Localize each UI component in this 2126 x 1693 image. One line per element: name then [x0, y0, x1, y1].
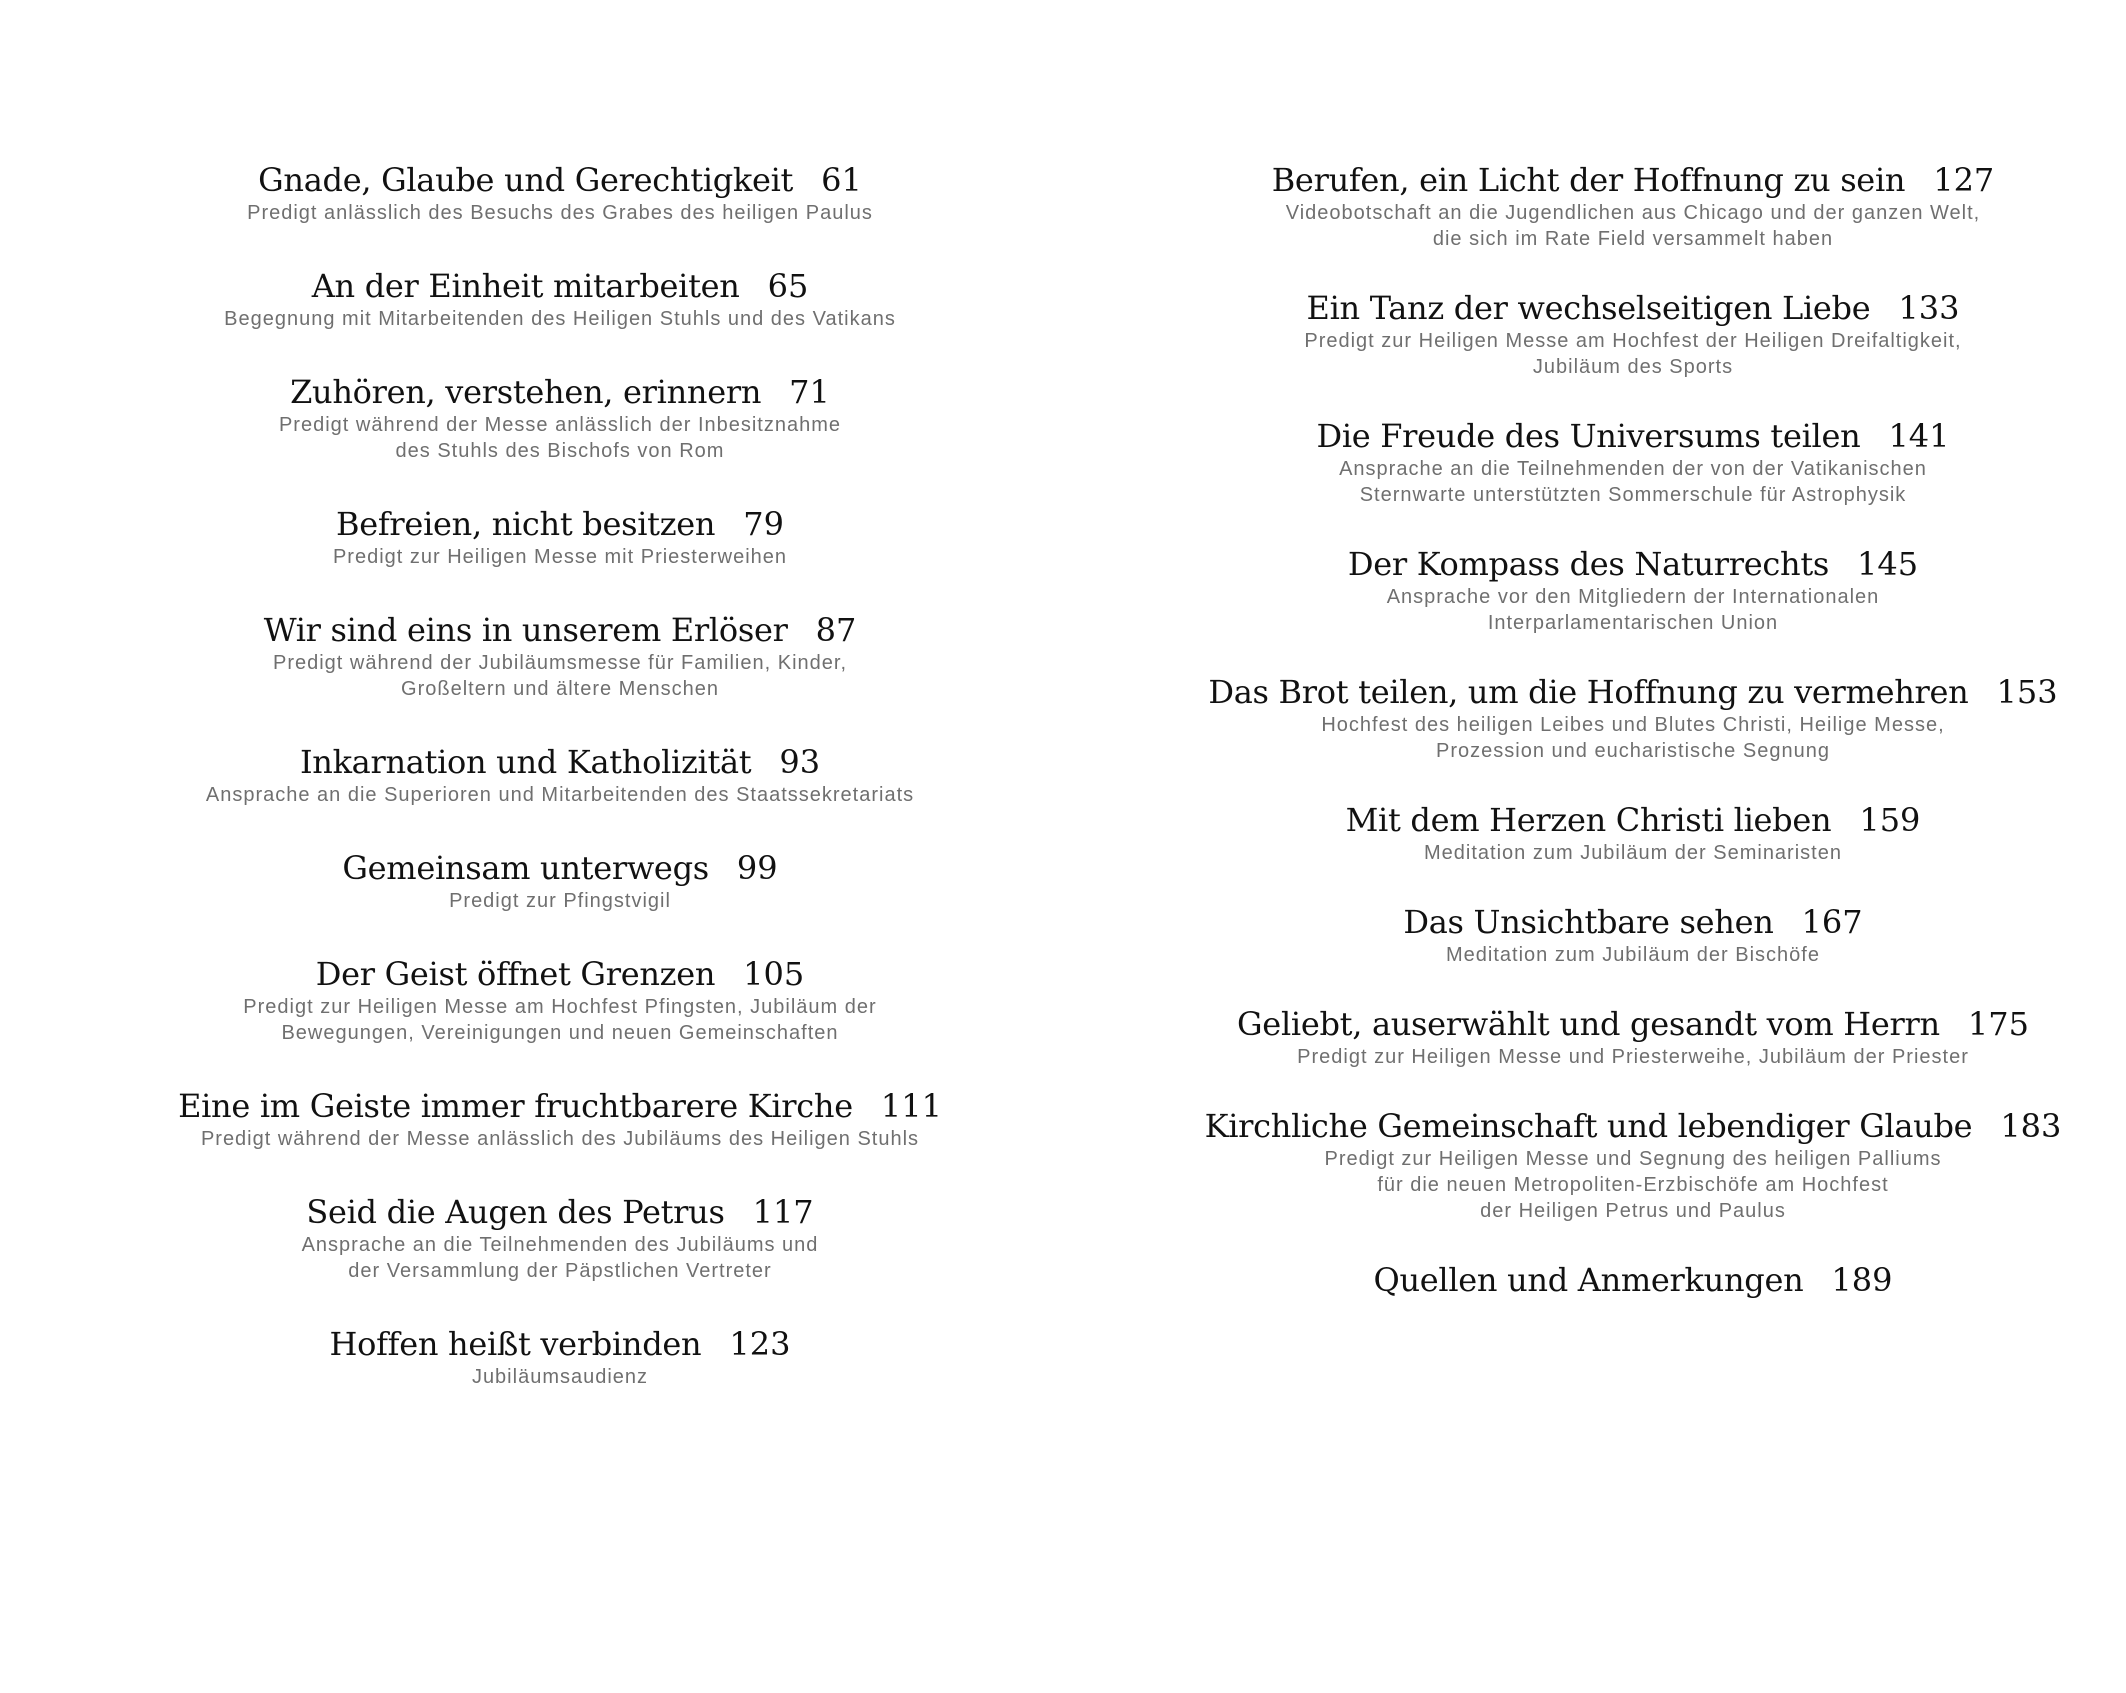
toc-entry-description-line: Sternwarte unterstützten Sommerschule für Astrophysik [1359, 484, 1907, 506]
toc-entry-page-number: 133 [1898, 289, 1960, 327]
toc-entry-description [1193, 1146, 2073, 1224]
toc-entry-title: Inkarnation und Katholizität [299, 743, 752, 781]
toc-entry-title: Mit dem Herzen Christi lieben [1345, 801, 1832, 839]
toc-entry-description-line: Videobotschaft an die Jugendlichen aus Chicago und der ganzen Welt, [1285, 202, 1981, 224]
toc-entry-description-line: Predigt zur Heiligen Messe und Segnung des heiligen Palliums [1324, 1148, 1942, 1170]
toc-entry-description [1193, 942, 2073, 968]
toc-entry [1193, 416, 2073, 508]
toc-entry-description-line: Meditation zum Jubiläum der Bischöfe [1446, 944, 1820, 966]
toc-entry-heading [160, 160, 960, 200]
toc-entry-page-number: 117 [752, 1193, 814, 1231]
toc-entry-description [160, 782, 960, 808]
toc-entry-title: Geliebt, auserwählt und gesandt vom Herrn [1237, 1005, 1940, 1043]
toc-entry [1193, 902, 2073, 968]
toc-entry-description [1193, 712, 2073, 764]
toc-entry-page-number: 93 [779, 743, 821, 781]
toc-entry-heading [1193, 160, 2073, 200]
toc-entry [160, 848, 960, 914]
toc-entry-title: Das Unsichtbare sehen [1403, 903, 1774, 941]
toc-entry [160, 954, 960, 1046]
toc-entry-page-number: 99 [736, 849, 778, 887]
toc-entry-description-line: Predigt zur Heiligen Messe mit Priesterweihen [332, 546, 788, 568]
toc-entry-page-number: 153 [1996, 673, 2058, 711]
toc-entry-page-number: 141 [1888, 417, 1950, 455]
toc-entry-heading [160, 1192, 960, 1232]
toc-entry-description [1193, 456, 2073, 508]
toc-entry-title: Zuhören, verstehen, erinnern [290, 373, 762, 411]
toc-entry-description [1193, 840, 2073, 866]
toc-entry-description-line: Jubiläumsaudienz [471, 1366, 649, 1388]
toc-entry [1193, 1106, 2073, 1224]
toc-entry-title: Das Brot teilen, um die Hoffnung zu vermehren [1208, 673, 1969, 711]
toc-entry-heading [1193, 800, 2073, 840]
toc-entry-title: Die Freude des Universums teilen [1316, 417, 1861, 455]
toc-entry-heading [1193, 672, 2073, 712]
toc-entry-heading [160, 954, 960, 994]
toc-entry [160, 266, 960, 332]
toc-entry-title: Quellen und Anmerkungen [1373, 1261, 1804, 1299]
toc-entry-description-line: Predigt während der Messe anlässlich der Inbesitznahme [278, 414, 842, 436]
toc-entry-page-number: 183 [2000, 1107, 2062, 1145]
toc-entry-title: An der Einheit mitarbeiten [311, 267, 740, 305]
toc-entry [160, 1086, 960, 1152]
toc-entry [160, 610, 960, 702]
toc-entry-description-line: Ansprache an die Teilnehmenden des Jubiläums und [301, 1234, 819, 1256]
toc-entry-title: Ein Tanz der wechselseitigen Liebe [1306, 289, 1871, 327]
toc-entry-description-line: Großeltern und ältere Menschen [401, 678, 719, 700]
toc-entry-heading [160, 742, 960, 782]
toc-entry-description-line: Predigt anlässlich des Besuchs des Grabes des heiligen Paulus [247, 202, 873, 224]
toc-entry-heading [160, 848, 960, 888]
toc-column-left [160, 160, 960, 1430]
toc-entry-heading [160, 372, 960, 412]
toc-entry-page-number: 65 [767, 267, 809, 305]
toc-entry-page-number: 79 [743, 505, 784, 543]
toc-entry-page-number: 87 [815, 611, 857, 649]
toc-entry-description-line: Ansprache an die Superioren und Mitarbeitenden des Staatssekretariats [205, 784, 915, 806]
toc-entry-title: Der Geist öffnet Grenzen [315, 955, 716, 993]
toc-entry [160, 742, 960, 808]
toc-entry-description [160, 1364, 960, 1390]
toc-entry-description [160, 650, 960, 702]
toc-entry-description [160, 544, 960, 570]
toc-entry-description-line: des Stuhls des Bischofs von Rom [395, 440, 725, 462]
toc-entry-heading [1193, 288, 2073, 328]
toc-entry-heading [1193, 902, 2073, 942]
toc-entry-title: Der Kompass des Naturrechts [1347, 545, 1830, 583]
toc-entry [160, 1324, 960, 1390]
toc-entry-description-line: Prozession und eucharistische Segnung [1436, 740, 1830, 762]
toc-entry [1193, 288, 2073, 380]
toc-entry-page-number: 159 [1859, 801, 1921, 839]
toc-entry-description [160, 994, 960, 1046]
toc-entry [1193, 800, 2073, 866]
toc-column-right [1193, 160, 2073, 1336]
toc-entry-title: Befreien, nicht besitzen [336, 505, 716, 543]
toc-entry-title: Eine im Geiste immer fruchtbarere Kirche [178, 1087, 853, 1125]
toc-entry-page-number: 145 [1857, 545, 1919, 583]
toc-entry-description-line: der Versammlung der Päpstlichen Vertreter [348, 1260, 772, 1282]
toc-entry-heading [1193, 544, 2073, 584]
toc-entry-page-number: 111 [880, 1087, 942, 1125]
toc-entry-page-number: 175 [1967, 1005, 2029, 1043]
toc-entry-description [160, 412, 960, 464]
toc-entry-description-line: Ansprache vor den Mitgliedern der Internationalen [1386, 586, 1880, 608]
toc-entry-title: Hoffen heißt verbinden [329, 1325, 702, 1363]
toc-entry-description-line: Predigt während der Messe anlässlich des Jubiläums des Heiligen Stuhls [200, 1128, 920, 1150]
toc-entry-description [1193, 328, 2073, 380]
toc-entry-page-number: 61 [821, 161, 862, 199]
toc-entry-description-line: Begegnung mit Mitarbeitenden des Heiligen Stuhls und des Vatikans [224, 308, 896, 330]
toc-entry-description-line: Bewegungen, Vereinigungen und neuen Gemeinschaften [281, 1022, 839, 1044]
toc-entry-description-line: Predigt zur Heiligen Messe am Hochfest der Heiligen Dreifaltigkeit, [1304, 330, 1962, 352]
toc-entry-description [160, 1126, 960, 1152]
toc-entry-description-line: Predigt zur Heiligen Messe und Priesterweihe, Jubiläum der Priester [1297, 1046, 1969, 1068]
toc-entry-title: Berufen, ein Licht der Hoffnung zu sein [1271, 161, 1906, 199]
toc-entry-description [160, 200, 960, 226]
toc-entry-description-line: Predigt zur Heiligen Messe am Hochfest Pfingsten, Jubiläum der [243, 996, 877, 1018]
toc-entry-page-number: 105 [743, 955, 805, 993]
toc-entry-heading [160, 266, 960, 306]
toc-entry [1193, 1004, 2073, 1070]
toc-entry-description-line: Ansprache an die Teilnehmenden der von der Vatikanischen [1339, 458, 1927, 480]
toc-entry-heading [1193, 1106, 2073, 1146]
toc-entry-heading [160, 1324, 960, 1364]
toc-entry-heading [160, 1086, 960, 1126]
toc-entry-page-number: 167 [1801, 903, 1863, 941]
toc-entry-page-number: 123 [729, 1325, 791, 1363]
toc-entry-description [1193, 200, 2073, 252]
toc-entry-title: Kirchliche Gemeinschaft und lebendiger Glaube [1204, 1107, 1973, 1145]
toc-entry [160, 504, 960, 570]
toc-entry [160, 160, 960, 226]
toc-entry-title: Seid die Augen des Petrus [306, 1193, 725, 1231]
toc-entry-heading [1193, 416, 2073, 456]
toc-entry-heading [1193, 1004, 2073, 1044]
toc-entry-description [160, 1232, 960, 1284]
toc-entry-description-line: Jubiläum des Sports [1532, 356, 1734, 378]
toc-entry-description-line: für die neuen Metropoliten-Erzbischöfe am Hochfest [1377, 1174, 1889, 1196]
toc-entry-page-number: 189 [1831, 1261, 1893, 1299]
toc-entry-title: Wir sind eins in unserem Erlöser [263, 611, 788, 649]
toc-entry [1193, 1260, 2073, 1300]
toc-entry-description-line: Hochfest des heiligen Leibes und Blutes Christi, Heilige Messe, [1321, 714, 1945, 736]
toc-entry-heading [160, 610, 960, 650]
toc-entry-description-line: die sich im Rate Field versammelt haben [1432, 228, 1834, 250]
toc-entry-description [160, 306, 960, 332]
toc-entry-description-line: Interparlamentarischen Union [1487, 612, 1779, 634]
toc-entry [160, 372, 960, 464]
toc-entry [160, 1192, 960, 1284]
toc-entry-description [1193, 584, 2073, 636]
toc-entry-description [160, 888, 960, 914]
toc-entry-description-line: Predigt während der Jubiläumsmesse für Familien, Kinder, [272, 652, 848, 674]
toc-entry-description-line: Predigt zur Pfingstvigil [449, 890, 671, 912]
toc-entry-page-number: 71 [789, 373, 830, 411]
toc-entry [1193, 160, 2073, 252]
toc-entry-heading [160, 504, 960, 544]
toc-entry-description-line: Meditation zum Jubiläum der Seminaristen [1424, 842, 1842, 864]
toc-entry-description [1193, 1044, 2073, 1070]
toc-entry-description-line: der Heiligen Petrus und Paulus [1480, 1200, 1786, 1222]
toc-entry-heading [1193, 1260, 2073, 1300]
right-page [1063, 0, 2126, 1693]
toc-entry [1193, 544, 2073, 636]
toc-entry [1193, 672, 2073, 764]
toc-entry-title: Gnade, Glaube und Gerechtigkeit [258, 161, 794, 199]
toc-entry-title: Gemeinsam unterwegs [342, 849, 709, 887]
toc-entry-page-number: 127 [1933, 161, 1995, 199]
